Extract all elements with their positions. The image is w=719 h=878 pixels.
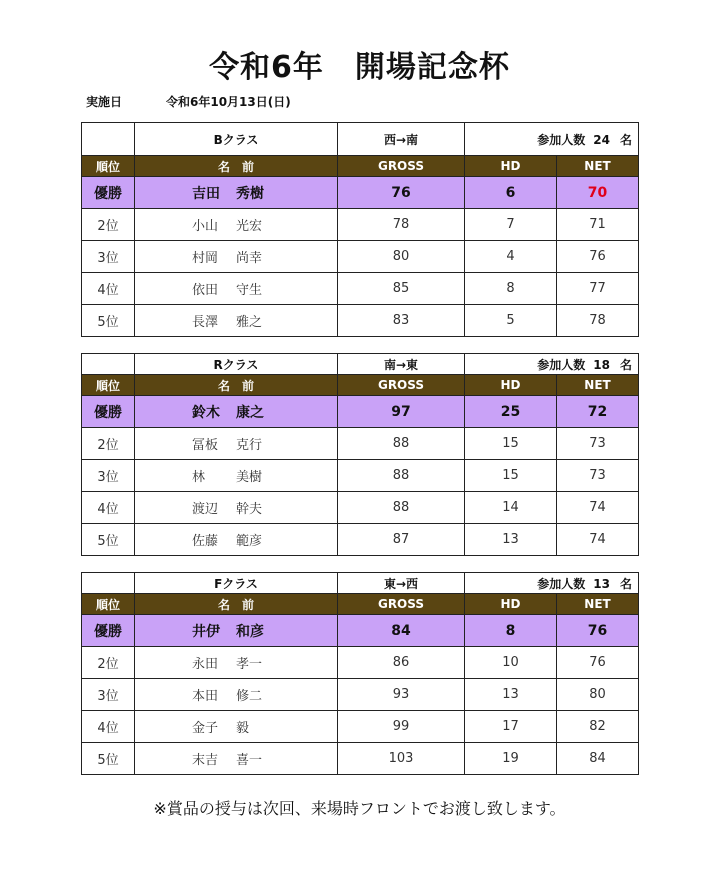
participants-label: 参加人数: [537, 576, 586, 591]
given-name: 幹夫: [236, 502, 263, 517]
gross-score: 78: [338, 209, 465, 241]
rank-cell: 優勝: [82, 177, 135, 209]
col-rank: 順位: [82, 594, 135, 615]
player-name: [135, 273, 338, 305]
date-label: 実施日: [86, 95, 123, 109]
net-score: 72: [557, 396, 639, 428]
blank-cell: [82, 573, 135, 594]
gross-score: 85: [338, 273, 465, 305]
handicap: 8: [465, 615, 557, 647]
net-score: 71: [557, 209, 639, 241]
handicap: 13: [465, 524, 557, 556]
col-gross: GROSS: [338, 375, 465, 396]
col-hd: HD: [465, 156, 557, 177]
participants-suffix: 名: [620, 357, 633, 372]
table-row: [82, 647, 639, 679]
player-name: [135, 743, 338, 775]
table-row: [82, 428, 639, 460]
player-name: [135, 492, 338, 524]
net-score: 76: [557, 647, 639, 679]
player-name: [135, 615, 338, 647]
given-name: 康之: [236, 404, 264, 421]
col-hd: HD: [465, 375, 557, 396]
given-name: 雅之: [236, 315, 263, 330]
col-name: 名 前: [135, 375, 338, 396]
participants-number: 24: [593, 132, 610, 147]
col-gross: GROSS: [338, 594, 465, 615]
rank-cell: 3位: [82, 460, 135, 492]
blank-cell: [82, 123, 135, 156]
winner-row: [82, 177, 639, 209]
handicap: 6: [465, 177, 557, 209]
gross-score: 93: [338, 679, 465, 711]
participants-suffix: 名: [620, 132, 633, 147]
col-rank: 順位: [82, 375, 135, 396]
handicap: 19: [465, 743, 557, 775]
player-name: [135, 679, 338, 711]
event-date: [86, 93, 291, 110]
participants-label: 参加人数: [537, 132, 586, 147]
header-row: [82, 375, 639, 396]
participants-number: 13: [593, 576, 610, 591]
handicap: 4: [465, 241, 557, 273]
player-name: [135, 209, 338, 241]
col-rank: 順位: [82, 156, 135, 177]
course-route: 西→南: [338, 123, 465, 156]
family-name: 小山: [192, 219, 219, 234]
net-score: 80: [557, 679, 639, 711]
course-route: 南→東: [338, 354, 465, 375]
rank-cell: 4位: [82, 492, 135, 524]
rank-cell: 4位: [82, 711, 135, 743]
family-name: 吉田: [192, 185, 220, 202]
given-name: 喜一: [236, 753, 263, 768]
family-name: 金子: [192, 721, 219, 736]
participants-count: [465, 573, 639, 594]
table-row: [82, 743, 639, 775]
footnote: ※賞品の授与は次回、来場時フロントでお渡し致します。: [153, 799, 566, 818]
handicap: 5: [465, 305, 557, 337]
net-score: 78: [557, 305, 639, 337]
net-score: 77: [557, 273, 639, 305]
results-table-f: [81, 572, 639, 775]
rank-cell: 優勝: [82, 396, 135, 428]
header-row: [82, 156, 639, 177]
family-name: 依田: [192, 283, 219, 298]
given-name: 光宏: [236, 219, 263, 234]
col-net: NET: [557, 375, 639, 396]
rank-cell: 2位: [82, 209, 135, 241]
col-gross: GROSS: [338, 156, 465, 177]
family-name: 村岡: [192, 251, 219, 266]
col-hd: HD: [465, 594, 557, 615]
net-score: 82: [557, 711, 639, 743]
player-name: [135, 524, 338, 556]
handicap: 15: [465, 460, 557, 492]
player-name: [135, 177, 338, 209]
participants-number: 18: [593, 357, 610, 372]
table-row: [82, 524, 639, 556]
rank-cell: 2位: [82, 647, 135, 679]
given-name: 範彦: [236, 534, 263, 549]
rank-cell: 優勝: [82, 615, 135, 647]
gross-score: 103: [338, 743, 465, 775]
date-value: 令和6年10月13日(日): [166, 95, 291, 109]
class-name: Bクラス: [135, 123, 338, 156]
family-name: 永田: [192, 657, 219, 672]
player-name: [135, 241, 338, 273]
rank-cell: 5位: [82, 743, 135, 775]
rank-cell: 3位: [82, 241, 135, 273]
net-score: 74: [557, 492, 639, 524]
family-name: 長澤: [192, 315, 219, 330]
header-row: [82, 594, 639, 615]
gross-score: 88: [338, 428, 465, 460]
net-score: 76: [557, 615, 639, 647]
rank-cell: 5位: [82, 305, 135, 337]
net-score: 70: [557, 177, 639, 209]
given-name: 美樹: [236, 470, 263, 485]
class-name: Fクラス: [135, 573, 338, 594]
participants-count: [465, 123, 639, 156]
class-row: [82, 573, 639, 594]
handicap: 8: [465, 273, 557, 305]
handicap: 14: [465, 492, 557, 524]
col-name: 名 前: [135, 156, 338, 177]
family-name: 末吉: [192, 753, 219, 768]
player-name: [135, 647, 338, 679]
class-row: [82, 354, 639, 375]
rank-cell: 5位: [82, 524, 135, 556]
table-row: [82, 273, 639, 305]
course-route: 東→西: [338, 573, 465, 594]
given-name: 毅: [236, 721, 250, 736]
rank-cell: 2位: [82, 428, 135, 460]
family-name: 井伊: [192, 623, 220, 640]
net-score: 84: [557, 743, 639, 775]
gross-score: 84: [338, 615, 465, 647]
net-score: 73: [557, 428, 639, 460]
rank-cell: 4位: [82, 273, 135, 305]
gross-score: 76: [338, 177, 465, 209]
table-row: [82, 679, 639, 711]
table-row: [82, 492, 639, 524]
table-row: [82, 305, 639, 337]
results-table-r: [81, 353, 639, 556]
net-score: 73: [557, 460, 639, 492]
player-name: [135, 305, 338, 337]
gross-score: 88: [338, 492, 465, 524]
handicap: 7: [465, 209, 557, 241]
class-row: [82, 123, 639, 156]
table-row: [82, 460, 639, 492]
page-title: 令和6年 開場記念杯: [209, 50, 510, 85]
family-name: 林: [192, 470, 206, 485]
results-table-b: [81, 122, 639, 337]
family-name: 佐藤: [192, 534, 219, 549]
family-name: 冨板: [192, 438, 219, 453]
participants-count: [465, 354, 639, 375]
col-net: NET: [557, 156, 639, 177]
player-name: [135, 460, 338, 492]
gross-score: 83: [338, 305, 465, 337]
family-name: 鈴木: [192, 404, 220, 421]
blank-cell: [82, 354, 135, 375]
gross-score: 88: [338, 460, 465, 492]
winner-row: [82, 615, 639, 647]
handicap: 25: [465, 396, 557, 428]
given-name: 秀樹: [236, 185, 264, 202]
given-name: 孝一: [236, 657, 263, 672]
class-name: Rクラス: [135, 354, 338, 375]
gross-score: 87: [338, 524, 465, 556]
rank-cell: 3位: [82, 679, 135, 711]
col-net: NET: [557, 594, 639, 615]
player-name: [135, 396, 338, 428]
handicap: 10: [465, 647, 557, 679]
net-score: 74: [557, 524, 639, 556]
given-name: 尚幸: [236, 251, 263, 266]
participants-label: 参加人数: [537, 357, 586, 372]
handicap: 15: [465, 428, 557, 460]
given-name: 修二: [236, 689, 263, 704]
player-name: [135, 428, 338, 460]
table-row: [82, 209, 639, 241]
net-score: 76: [557, 241, 639, 273]
table-row: [82, 711, 639, 743]
table-row: [82, 241, 639, 273]
handicap: 17: [465, 711, 557, 743]
participants-suffix: 名: [620, 576, 633, 591]
handicap: 13: [465, 679, 557, 711]
gross-score: 99: [338, 711, 465, 743]
gross-score: 97: [338, 396, 465, 428]
given-name: 克行: [236, 438, 263, 453]
family-name: 渡辺: [192, 502, 219, 517]
winner-row: [82, 396, 639, 428]
family-name: 本田: [192, 689, 219, 704]
given-name: 守生: [236, 283, 263, 298]
given-name: 和彦: [236, 623, 264, 640]
gross-score: 80: [338, 241, 465, 273]
player-name: [135, 711, 338, 743]
col-name: 名 前: [135, 594, 338, 615]
gross-score: 86: [338, 647, 465, 679]
